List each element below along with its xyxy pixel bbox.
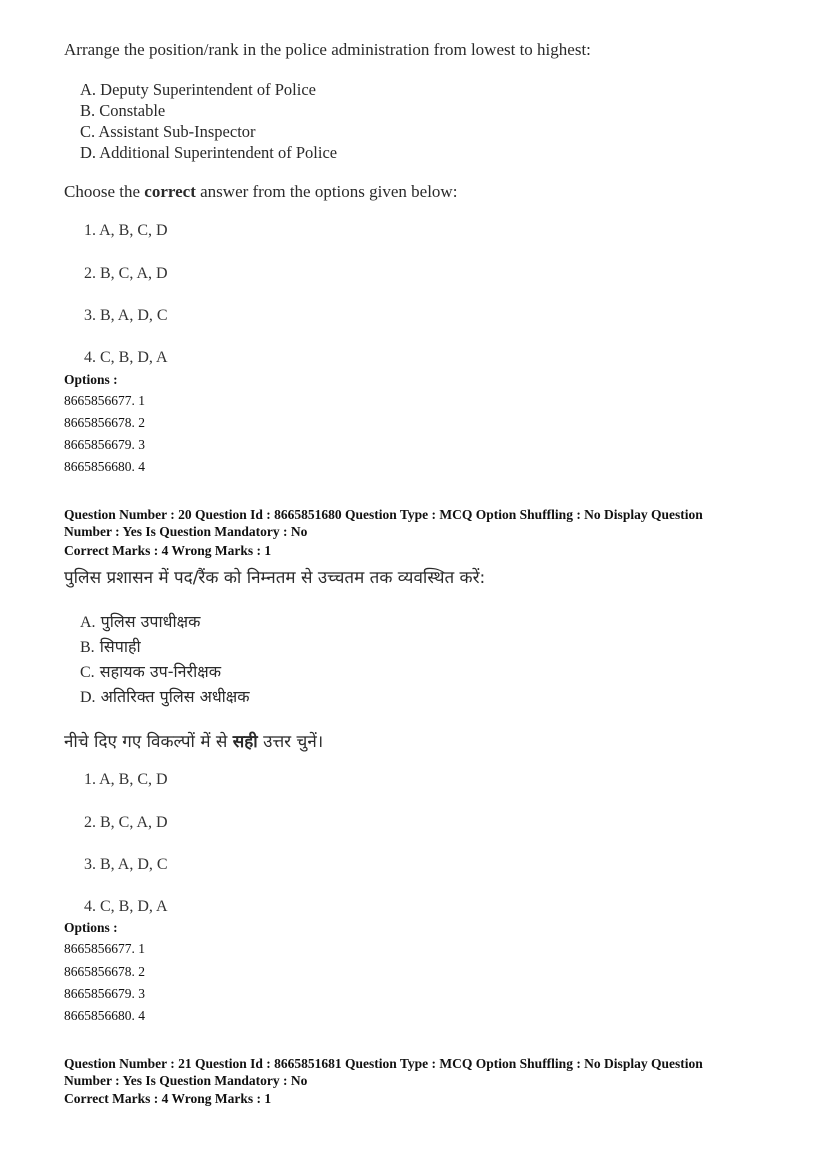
statement-letter: B. [80, 639, 95, 656]
question-marks: Correct Marks : 4 Wrong Marks : 1 [64, 543, 272, 558]
choose-post: answer from the options given below: [195, 182, 458, 201]
statement-b: B. Constable [80, 101, 166, 120]
answer-choice-2: 2. B, C, A, D [84, 814, 168, 831]
option-id-4: 8665856680. 4 [64, 1008, 145, 1023]
question-meta-line-2: Number : Yes Is Question Mandatory : No [64, 524, 308, 539]
statement-text: सहायक उप-निरीक्षक [99, 662, 221, 681]
choose-instruction-hindi [64, 729, 323, 752]
statement-d: D. Additional Superintendent of Police [80, 143, 338, 162]
statement-c: C. Assistant Sub-Inspector [80, 122, 256, 141]
statement-letter: C. [80, 664, 95, 681]
statement-c-hindi [80, 660, 221, 682]
statement-a-hindi [80, 610, 200, 632]
choose-pre: Choose the [64, 182, 145, 201]
question-marks: Correct Marks : 4 Wrong Marks : 1 [64, 1091, 272, 1106]
options-label: Options : [64, 920, 118, 935]
choose-bold: correct [144, 182, 196, 201]
question-prompt: Arrange the position/rank in the police administration from lowest to highest: [64, 40, 591, 59]
question-meta-line-1: Question Number : 21 Question Id : 8665851681 Question Type : MCQ Option Shuffling : No Display Question [64, 1056, 703, 1071]
answer-choice-4: 4. C, B, D, A [84, 349, 168, 366]
answer-choice-1: 1. A, B, C, D [84, 771, 168, 788]
options-label: Options : [64, 372, 118, 387]
option-id-2: 8665856678. 2 [64, 964, 145, 979]
answer-choice-4: 4. C, B, D, A [84, 898, 168, 915]
option-id-1: 8665856677. 1 [64, 393, 145, 408]
statement-letter: A. [80, 614, 96, 631]
statement-a: A. Deputy Superintendent of Police [80, 80, 316, 99]
choose-pre-hindi: नीचे दिए गए विकल्पों में से [64, 732, 233, 752]
question-meta [64, 506, 764, 540]
choose-bold-hindi: सही [232, 732, 258, 752]
question-meta-line-1: Question Number : 20 Question Id : 8665851680 Question Type : MCQ Option Shuffling : No Display Question [64, 507, 703, 522]
question-prompt-hindi: पुलिस प्रशासन में पद/रैंक को निम्नतम से उच्चतम तक व्यवस्थित करें: [64, 568, 486, 588]
statement-letter: D. [80, 689, 96, 706]
statement-b-hindi [80, 635, 141, 657]
statement-text: सिपाही [99, 637, 141, 656]
option-id-4: 8665856680. 4 [64, 459, 145, 474]
question-meta [64, 1055, 764, 1089]
answer-choice-1: 1. A, B, C, D [84, 222, 168, 239]
answer-choice-2: 2. B, C, A, D [84, 265, 168, 282]
choose-post-hindi: उत्तर चुनें। [257, 732, 324, 752]
statement-text: अतिरिक्त पुलिस अधीक्षक [100, 687, 250, 706]
answer-choice-3: 3. B, A, D, C [84, 856, 168, 873]
choose-instruction [64, 182, 457, 202]
option-id-3: 8665856679. 3 [64, 437, 145, 452]
statement-d-hindi [80, 685, 250, 707]
option-id-2: 8665856678. 2 [64, 415, 145, 430]
question-meta-line-2: Number : Yes Is Question Mandatory : No [64, 1073, 308, 1088]
option-id-3: 8665856679. 3 [64, 986, 145, 1001]
answer-choice-3: 3. B, A, D, C [84, 307, 168, 324]
option-id-1: 8665856677. 1 [64, 941, 145, 956]
statement-text: पुलिस उपाधीक्षक [100, 612, 201, 631]
